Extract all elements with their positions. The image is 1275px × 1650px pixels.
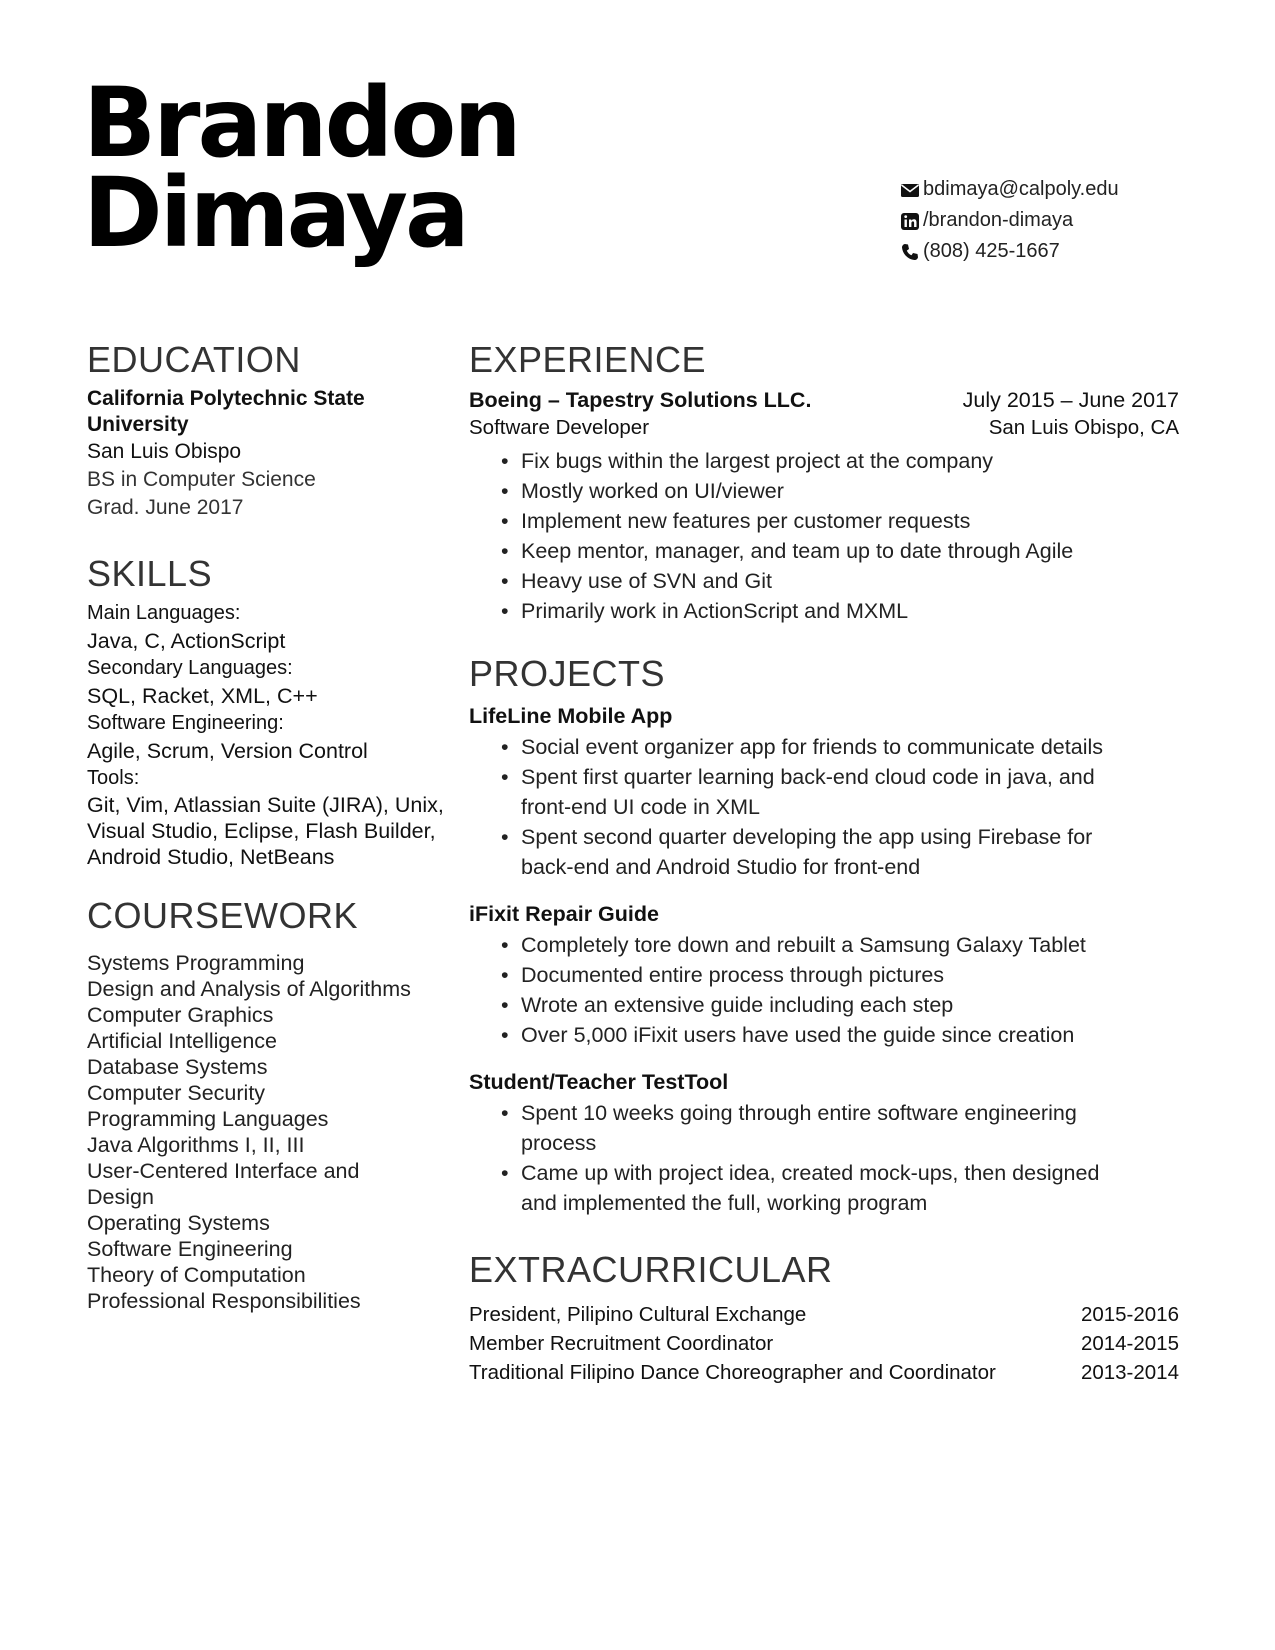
extracurricular-row <box>469 1300 1179 1329</box>
project-bullets <box>469 930 1179 1050</box>
bullet-item: • Spent first quarter learning back-end cloud code in java, and front-end UI code in XML <box>521 762 1179 822</box>
phone-text: (808) 425-1667 <box>923 240 1060 262</box>
right-column <box>469 338 1179 1387</box>
course-item: Software Engineering <box>87 1237 293 1261</box>
course-item: Programming Languages <box>87 1107 329 1131</box>
skills-heading: SKILLS <box>87 553 213 594</box>
skill-values: SQL, Racket, XML, C++ <box>87 684 318 708</box>
extracurricular-years: 2014-2015 <box>1080 1332 1179 1355</box>
school-name-line2: University <box>87 413 189 436</box>
project-title: Student/Teacher TestTool <box>469 1070 729 1094</box>
extracurricular-row <box>469 1329 1179 1358</box>
bullet-item: • Keep mentor, manager, and team up to date through Agile <box>521 536 1179 566</box>
skill-values: Java, C, ActionScript <box>87 629 286 653</box>
bullet-item: • Wrote an extensive guide including each step <box>521 990 1179 1020</box>
company-name: Boeing – Tapestry Solutions LLC. <box>469 388 812 412</box>
skill-label: Tools: <box>87 767 140 789</box>
contact-block <box>900 174 1119 267</box>
graduation-date: Grad. June 2017 <box>87 496 244 519</box>
linkedin-icon <box>900 211 920 231</box>
extracurricular-role: Traditional Filipino Dance Choreographer and Coordinator <box>469 1361 996 1384</box>
education-heading: EDUCATION <box>87 339 301 380</box>
coursework-heading: COURSEWORK <box>87 895 359 936</box>
skill-label: Secondary Languages: <box>87 657 293 679</box>
project-title: LifeLine Mobile App <box>469 704 673 728</box>
skill-values: Android Studio, NetBeans <box>87 845 335 869</box>
extracurricular-years: 2015-2016 <box>1080 1303 1179 1326</box>
bullet-item: • Spent second quarter developing the app using Firebase for back-end and Android Studio for front-end <box>521 822 1179 882</box>
skill-values: Git, Vim, Atlassian Suite (JIRA), Unix, <box>87 793 444 817</box>
left-column <box>87 338 457 1314</box>
project-bullets <box>469 732 1179 882</box>
project-item <box>469 900 1179 1050</box>
bullet-item: • Completely tore down and rebuilt a Samsung Galaxy Tablet <box>521 930 1179 960</box>
project-bullets <box>469 1098 1179 1218</box>
job-location: San Luis Obispo, CA <box>988 416 1179 439</box>
email-text: bdimaya@calpoly.edu <box>923 178 1119 200</box>
projects-heading: PROJECTS <box>469 653 666 694</box>
skill-label: Software Engineering: <box>87 712 284 734</box>
extracurricular-heading: EXTRACURRICULAR <box>469 1249 833 1290</box>
contact-email[interactable] <box>900 174 1119 205</box>
envelope-icon <box>900 180 920 200</box>
experience-bullets <box>469 446 1179 626</box>
coursework-list <box>87 950 457 1314</box>
phone-icon <box>900 242 920 262</box>
contact-linkedin[interactable] <box>900 205 1119 236</box>
course-item: Database Systems <box>87 1055 268 1079</box>
education-section <box>87 386 457 522</box>
course-item: Design and Analysis of Algorithms <box>87 977 411 1001</box>
course-item: Design <box>87 1185 154 1209</box>
course-item: Computer Security <box>87 1081 266 1105</box>
course-item: Systems Programming <box>87 951 305 975</box>
skill-label: Main Languages: <box>87 602 241 624</box>
extracurricular-role: Member Recruitment Coordinator <box>469 1332 774 1355</box>
bullet-item: • Implement new features per customer requests <box>521 506 1179 536</box>
experience-heading: EXPERIENCE <box>469 339 707 380</box>
contact-phone[interactable] <box>900 236 1119 267</box>
extracurricular-row <box>469 1358 1179 1387</box>
last-name: Dimaya <box>83 157 467 269</box>
course-item: Theory of Computation <box>87 1263 306 1287</box>
experience-section <box>469 386 1179 626</box>
course-item: Artificial Intelligence <box>87 1029 278 1053</box>
bullet-item: • Primarily work in ActionScript and MXML <box>521 596 1179 626</box>
job-subheader <box>469 414 1179 442</box>
job-role: Software Developer <box>469 416 650 439</box>
school-name-line1: California Polytechnic State <box>87 387 365 410</box>
project-item <box>469 1068 1179 1218</box>
school-location: San Luis Obispo <box>87 440 242 463</box>
bullet-item: • Documented entire process through pictures <box>521 960 1179 990</box>
skill-values: Agile, Scrum, Version Control <box>87 739 368 763</box>
resume-name <box>83 67 519 269</box>
course-item: Computer Graphics <box>87 1003 274 1027</box>
extracurricular-role: President, Pilipino Cultural Exchange <box>469 1303 807 1326</box>
course-item: Professional Responsibilities <box>87 1289 361 1313</box>
bullet-item: • Heavy use of SVN and Git <box>521 566 1179 596</box>
course-item: Java Algorithms I, II, III <box>87 1133 305 1157</box>
project-item <box>469 702 1179 882</box>
course-item: Operating Systems <box>87 1211 270 1235</box>
bullet-item: • Fix bugs within the largest project at the company <box>521 446 1179 476</box>
bullet-item: • Came up with project idea, created mock-ups, then designed and implemented the full, working program <box>521 1158 1179 1218</box>
degree: BS in Computer Science <box>87 468 316 491</box>
extracurricular-list <box>469 1300 1179 1387</box>
bullet-item: • Social event organizer app for friends to communicate details <box>521 732 1179 762</box>
skill-values: Visual Studio, Eclipse, Flash Builder, <box>87 819 436 843</box>
job-dates: July 2015 – June 2017 <box>962 388 1179 412</box>
bullet-item: • Over 5,000 iFixit users have used the guide since creation <box>521 1020 1179 1050</box>
project-title: iFixit Repair Guide <box>469 902 659 926</box>
linkedin-text: /brandon-dimaya <box>923 209 1074 231</box>
skills-section <box>87 600 457 870</box>
bullet-item: • Mostly worked on UI/viewer <box>521 476 1179 506</box>
course-item: User-Centered Interface and <box>87 1159 360 1183</box>
first-name: Brandon <box>83 67 519 179</box>
extracurricular-years: 2013-2014 <box>1080 1361 1179 1384</box>
bullet-item: • Spent 10 weeks going through entire software engineering process <box>521 1098 1179 1158</box>
job-header <box>469 386 1179 414</box>
